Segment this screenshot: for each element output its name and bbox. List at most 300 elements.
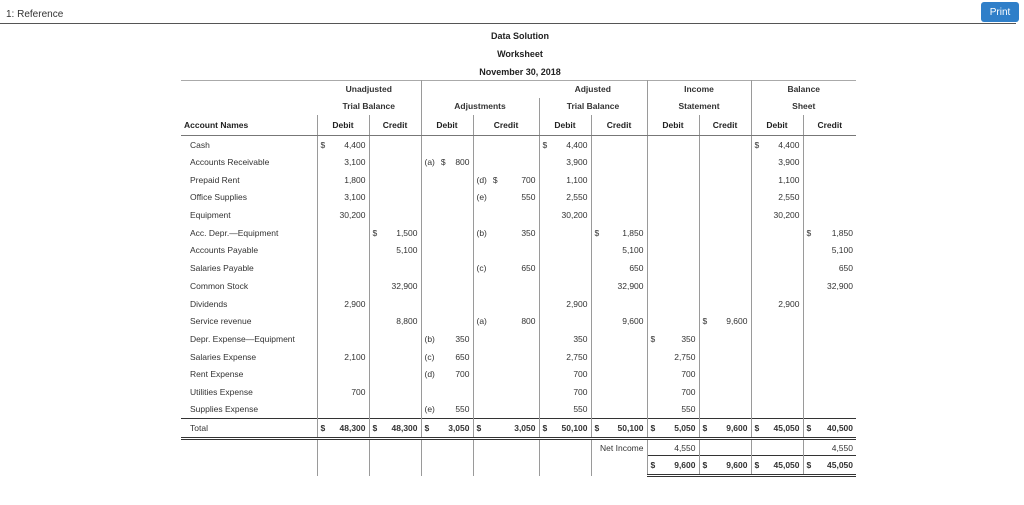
amount: 3,100 bbox=[344, 192, 366, 203]
amount: 4,400 bbox=[778, 139, 800, 150]
final-id bbox=[647, 456, 699, 476]
bc-cell bbox=[803, 171, 856, 189]
ic-cell bbox=[699, 277, 751, 295]
amount: 2,750 bbox=[674, 351, 696, 362]
jd-cell bbox=[421, 312, 473, 330]
amount: 32,900 bbox=[617, 280, 644, 291]
account-name: Equipment bbox=[181, 206, 317, 224]
amount: 30,200 bbox=[339, 210, 366, 221]
ad-cell bbox=[539, 383, 591, 401]
account-name: Prepaid Rent bbox=[181, 171, 317, 189]
blank-cell bbox=[317, 456, 369, 476]
bc-cell bbox=[803, 224, 856, 242]
blank-cell bbox=[751, 439, 803, 456]
ac-cell bbox=[591, 171, 647, 189]
ud-cell bbox=[317, 171, 369, 189]
total-bd bbox=[751, 419, 803, 439]
group-adjustments: Adjustments bbox=[421, 98, 539, 115]
table-row bbox=[181, 171, 910, 189]
bd-cell bbox=[751, 224, 803, 242]
ad-cell bbox=[539, 401, 591, 419]
bc-cell bbox=[803, 295, 856, 313]
bc-cell bbox=[803, 365, 856, 383]
amount: 2,900 bbox=[566, 298, 588, 309]
account-name: Office Supplies bbox=[181, 189, 317, 207]
amount: 700 bbox=[573, 369, 588, 380]
company-title: Data Solution bbox=[491, 31, 549, 41]
amount: 1,850 bbox=[622, 227, 644, 238]
total-amount: 5,050 bbox=[674, 423, 696, 433]
blank-cell bbox=[591, 456, 647, 476]
jd-cell bbox=[421, 259, 473, 277]
jd-cell bbox=[421, 153, 473, 171]
ac-cell bbox=[591, 224, 647, 242]
blank-cell bbox=[181, 439, 317, 456]
ud-cell bbox=[317, 153, 369, 171]
id-cell bbox=[647, 242, 699, 260]
net-income-row bbox=[181, 439, 910, 456]
jc-cell bbox=[473, 295, 539, 313]
ud-cell bbox=[317, 401, 369, 419]
final-amount: 45,050 bbox=[827, 460, 853, 470]
total-amount: 9,600 bbox=[726, 423, 748, 433]
amount: 2,750 bbox=[566, 351, 588, 362]
blank-cell bbox=[317, 439, 369, 456]
total-row bbox=[181, 419, 910, 439]
jd-cell bbox=[421, 224, 473, 242]
net-income-is-debit bbox=[647, 439, 699, 456]
amount: 700 bbox=[573, 386, 588, 397]
amount: 2,550 bbox=[778, 192, 800, 203]
id-cell bbox=[647, 295, 699, 313]
blank-cell bbox=[699, 439, 751, 456]
group-balance: Balance bbox=[751, 81, 856, 98]
jc-cell bbox=[473, 312, 539, 330]
amount: 1,100 bbox=[566, 174, 588, 185]
uc-cell bbox=[369, 295, 421, 313]
bd-cell bbox=[751, 171, 803, 189]
amount: 4,550 bbox=[831, 442, 853, 453]
amount: 350 bbox=[455, 333, 470, 344]
amount: 1,850 bbox=[831, 227, 853, 238]
blank-cell bbox=[369, 456, 421, 476]
amount: 2,550 bbox=[566, 192, 588, 203]
currency-sign: $ bbox=[372, 423, 378, 433]
uc-cell bbox=[369, 277, 421, 295]
account-name: Utilities Expense bbox=[181, 383, 317, 401]
total-uc bbox=[369, 419, 421, 439]
ac-cell bbox=[591, 136, 647, 154]
bd-cell bbox=[751, 242, 803, 260]
bd-cell bbox=[751, 153, 803, 171]
jd-cell bbox=[421, 295, 473, 313]
id-cell bbox=[647, 224, 699, 242]
account-name: Depr. Expense—Equipment bbox=[181, 330, 317, 348]
ac-cell bbox=[591, 206, 647, 224]
total-amount: 40,500 bbox=[827, 423, 853, 433]
ic-cell bbox=[699, 171, 751, 189]
ic-cell bbox=[699, 383, 751, 401]
total-id bbox=[647, 419, 699, 439]
account-name: Salaries Expense bbox=[181, 348, 317, 366]
ac-cell bbox=[591, 295, 647, 313]
account-name: Service revenue bbox=[181, 312, 317, 330]
jc-cell bbox=[473, 224, 539, 242]
ud-cell bbox=[317, 136, 369, 154]
uc-cell bbox=[369, 383, 421, 401]
total-amount: 3,050 bbox=[448, 423, 470, 433]
ad-cell bbox=[539, 242, 591, 260]
bc-cell bbox=[803, 277, 856, 295]
account-name: Common Stock bbox=[181, 277, 317, 295]
currency-sign: $ bbox=[542, 139, 548, 150]
currency-sign: $ bbox=[476, 423, 482, 433]
uc-cell bbox=[369, 189, 421, 207]
blank-cell bbox=[181, 456, 317, 476]
amount: 2,900 bbox=[344, 298, 366, 309]
amount: 3,900 bbox=[566, 157, 588, 168]
jd-cell bbox=[421, 330, 473, 348]
ic-cell bbox=[699, 242, 751, 260]
currency-sign: $ bbox=[492, 174, 498, 185]
ud-cell bbox=[317, 295, 369, 313]
account-name: Accounts Receivable bbox=[181, 153, 317, 171]
bc-cell bbox=[803, 259, 856, 277]
amount: 30,200 bbox=[561, 210, 588, 221]
id-cell bbox=[647, 348, 699, 366]
ac-cell bbox=[591, 277, 647, 295]
id-cell bbox=[647, 312, 699, 330]
ud-cell bbox=[317, 330, 369, 348]
currency-sign: $ bbox=[650, 333, 656, 344]
amount: 700 bbox=[681, 386, 696, 397]
col-debit: Debit bbox=[317, 115, 369, 136]
col-credit: Credit bbox=[369, 115, 421, 136]
adjustment-key: (e) bbox=[424, 404, 435, 415]
ud-cell bbox=[317, 259, 369, 277]
currency-sign: $ bbox=[594, 227, 600, 238]
jc-cell bbox=[473, 189, 539, 207]
col-debit: Debit bbox=[647, 115, 699, 136]
ic-cell bbox=[699, 224, 751, 242]
bc-cell bbox=[803, 330, 856, 348]
ac-cell bbox=[591, 259, 647, 277]
id-cell bbox=[647, 277, 699, 295]
amount: 650 bbox=[521, 263, 536, 274]
total-jd bbox=[421, 419, 473, 439]
id-cell bbox=[647, 153, 699, 171]
uc-cell bbox=[369, 312, 421, 330]
ac-cell bbox=[591, 189, 647, 207]
currency-sign: $ bbox=[702, 423, 708, 433]
total-amount: 48,300 bbox=[391, 423, 418, 433]
table-row bbox=[181, 348, 910, 366]
currency-sign: $ bbox=[650, 423, 656, 433]
jc-cell bbox=[473, 171, 539, 189]
amount: 700 bbox=[455, 369, 470, 380]
ad-cell bbox=[539, 259, 591, 277]
blank-cell bbox=[421, 439, 473, 456]
amount: 3,100 bbox=[344, 157, 366, 168]
table-row bbox=[181, 242, 910, 260]
account-name: Supplies Expense bbox=[181, 401, 317, 419]
table-row bbox=[181, 365, 910, 383]
uc-cell bbox=[369, 224, 421, 242]
ad-cell bbox=[539, 189, 591, 207]
amount: 8,800 bbox=[396, 316, 418, 327]
final-totals-row bbox=[181, 456, 910, 476]
blank-cell bbox=[421, 456, 473, 476]
ud-cell bbox=[317, 206, 369, 224]
ac-cell bbox=[591, 153, 647, 171]
bc-cell bbox=[803, 136, 856, 154]
table-row bbox=[181, 224, 910, 242]
bc-cell bbox=[803, 242, 856, 260]
bc-cell bbox=[803, 401, 856, 419]
worksheet-table bbox=[181, 80, 910, 477]
amount: 650 bbox=[629, 263, 644, 274]
uc-cell bbox=[369, 348, 421, 366]
currency-sign: $ bbox=[594, 423, 600, 433]
uc-cell bbox=[369, 206, 421, 224]
amount: 3,900 bbox=[778, 157, 800, 168]
bd-cell bbox=[751, 312, 803, 330]
jc-cell bbox=[473, 330, 539, 348]
bc-cell bbox=[803, 189, 856, 207]
total-amount: 45,050 bbox=[773, 423, 800, 433]
id-cell bbox=[647, 136, 699, 154]
id-cell bbox=[647, 189, 699, 207]
amount: 350 bbox=[573, 333, 588, 344]
total-amount: 50,100 bbox=[617, 423, 644, 433]
adjustment-key: (a) bbox=[424, 157, 435, 168]
col-debit: Debit bbox=[751, 115, 803, 136]
uc-cell bbox=[369, 242, 421, 260]
final-bc bbox=[803, 456, 856, 476]
id-cell bbox=[647, 171, 699, 189]
jd-cell bbox=[421, 136, 473, 154]
adjustment-key: (a) bbox=[476, 316, 487, 327]
currency-sign: $ bbox=[806, 227, 812, 238]
total-amount: 50,100 bbox=[561, 423, 588, 433]
amount: 4,550 bbox=[674, 442, 696, 453]
ad-cell bbox=[539, 295, 591, 313]
blank-cell bbox=[539, 456, 591, 476]
amount: 800 bbox=[521, 316, 536, 327]
amount: 5,100 bbox=[396, 245, 418, 256]
ic-cell bbox=[699, 365, 751, 383]
group-income: Income bbox=[647, 81, 751, 98]
ad-cell bbox=[539, 171, 591, 189]
uc-cell bbox=[369, 153, 421, 171]
jd-cell bbox=[421, 365, 473, 383]
jc-cell bbox=[473, 206, 539, 224]
table-row bbox=[181, 295, 910, 313]
account-name: Salaries Payable bbox=[181, 259, 317, 277]
ud-cell bbox=[317, 224, 369, 242]
ud-cell bbox=[317, 189, 369, 207]
ad-cell bbox=[539, 136, 591, 154]
worksheet-date: November 30, 2018 bbox=[479, 67, 561, 77]
amount: 350 bbox=[521, 227, 536, 238]
bd-cell bbox=[751, 136, 803, 154]
bd-cell bbox=[751, 189, 803, 207]
adjustment-key: (b) bbox=[424, 333, 435, 344]
bc-cell bbox=[803, 312, 856, 330]
group-adjusted: Adjusted bbox=[539, 81, 647, 98]
amount: 800 bbox=[455, 157, 470, 168]
bc-cell bbox=[803, 348, 856, 366]
currency-sign: $ bbox=[424, 423, 430, 433]
amount: 700 bbox=[521, 174, 536, 185]
total-ud bbox=[317, 419, 369, 439]
jc-cell bbox=[473, 365, 539, 383]
amount: 32,900 bbox=[827, 280, 853, 291]
worksheet-title: Worksheet bbox=[497, 49, 543, 59]
account-name: Accounts Payable bbox=[181, 242, 317, 260]
jd-cell bbox=[421, 348, 473, 366]
total-bc bbox=[803, 419, 856, 439]
net-income-label: Net Income bbox=[591, 439, 647, 456]
amount: 4,400 bbox=[344, 139, 366, 150]
ic-cell bbox=[699, 259, 751, 277]
currency-sign: $ bbox=[372, 227, 378, 238]
ad-cell bbox=[539, 224, 591, 242]
jd-cell bbox=[421, 206, 473, 224]
amount: 550 bbox=[681, 404, 696, 415]
ac-cell bbox=[591, 348, 647, 366]
amount: 32,900 bbox=[391, 280, 418, 291]
id-cell bbox=[647, 383, 699, 401]
col-credit: Credit bbox=[473, 115, 539, 136]
jc-cell bbox=[473, 136, 539, 154]
ac-cell bbox=[591, 401, 647, 419]
currency-sign: $ bbox=[754, 423, 760, 433]
ad-cell bbox=[539, 330, 591, 348]
uc-cell bbox=[369, 330, 421, 348]
ud-cell bbox=[317, 312, 369, 330]
col-credit: Credit bbox=[803, 115, 856, 136]
bd-cell bbox=[751, 348, 803, 366]
jd-cell bbox=[421, 171, 473, 189]
table-row bbox=[181, 259, 910, 277]
table-row bbox=[181, 206, 910, 224]
ic-cell bbox=[699, 189, 751, 207]
uc-cell bbox=[369, 171, 421, 189]
account-name: Cash bbox=[181, 136, 317, 154]
adjustment-key: (b) bbox=[476, 227, 487, 238]
id-cell bbox=[647, 365, 699, 383]
amount: 700 bbox=[351, 386, 366, 397]
currency-sign: $ bbox=[702, 316, 708, 327]
uc-cell bbox=[369, 401, 421, 419]
bd-cell bbox=[751, 401, 803, 419]
jc-cell bbox=[473, 277, 539, 295]
uc-cell bbox=[369, 365, 421, 383]
jd-cell bbox=[421, 277, 473, 295]
id-cell bbox=[647, 259, 699, 277]
amount: 1,500 bbox=[396, 227, 418, 238]
col-debit: Debit bbox=[421, 115, 473, 136]
bd-cell bbox=[751, 330, 803, 348]
group-trial-balance: Trial Balance bbox=[317, 98, 421, 115]
print-button[interactable]: Print bbox=[981, 2, 1019, 22]
amount: 2,900 bbox=[778, 298, 800, 309]
bc-cell bbox=[803, 153, 856, 171]
col-credit: Credit bbox=[591, 115, 647, 136]
uc-cell bbox=[369, 136, 421, 154]
amount: 550 bbox=[455, 404, 470, 415]
ic-cell bbox=[699, 136, 751, 154]
amount: 550 bbox=[573, 404, 588, 415]
blank-cell bbox=[369, 439, 421, 456]
ud-cell bbox=[317, 365, 369, 383]
group-sheet: Sheet bbox=[792, 101, 816, 111]
ud-cell bbox=[317, 277, 369, 295]
group-adjusted-trial-balance: Trial Balance bbox=[539, 98, 647, 115]
adjustment-key: (e) bbox=[476, 192, 487, 203]
amount: 1,100 bbox=[778, 174, 800, 185]
bd-cell bbox=[751, 206, 803, 224]
header-divider bbox=[0, 23, 1016, 24]
bd-cell bbox=[751, 383, 803, 401]
jd-cell bbox=[421, 189, 473, 207]
uc-cell bbox=[369, 259, 421, 277]
ac-cell bbox=[591, 330, 647, 348]
id-cell bbox=[647, 330, 699, 348]
amount: 9,600 bbox=[726, 316, 748, 327]
ad-cell bbox=[539, 348, 591, 366]
jc-cell bbox=[473, 242, 539, 260]
currency-sign: $ bbox=[320, 423, 326, 433]
ac-cell bbox=[591, 242, 647, 260]
total-label: Total bbox=[181, 419, 317, 439]
jc-cell bbox=[473, 259, 539, 277]
amount: 350 bbox=[681, 333, 696, 344]
adjustment-key: (c) bbox=[424, 351, 435, 362]
bd-cell bbox=[751, 295, 803, 313]
adjustment-key: (d) bbox=[476, 174, 487, 185]
id-cell bbox=[647, 206, 699, 224]
ac-cell bbox=[591, 312, 647, 330]
ic-cell bbox=[699, 401, 751, 419]
jc-cell bbox=[473, 348, 539, 366]
amount: 5,100 bbox=[831, 245, 853, 256]
currency-sign: $ bbox=[320, 139, 326, 150]
final-amount: 9,600 bbox=[674, 460, 696, 470]
currency-sign: $ bbox=[754, 460, 760, 470]
table-row bbox=[181, 153, 910, 171]
bc-cell bbox=[803, 383, 856, 401]
currency-sign: $ bbox=[440, 157, 446, 168]
ad-cell bbox=[539, 365, 591, 383]
amount: 650 bbox=[455, 351, 470, 362]
jd-cell bbox=[421, 242, 473, 260]
account-name: Dividends bbox=[181, 295, 317, 313]
blank-cell bbox=[539, 439, 591, 456]
amount: 4,400 bbox=[566, 139, 588, 150]
ad-cell bbox=[539, 312, 591, 330]
ic-cell bbox=[699, 153, 751, 171]
total-amount: 3,050 bbox=[514, 423, 536, 433]
col-debit: Debit bbox=[539, 115, 591, 136]
ac-cell bbox=[591, 365, 647, 383]
currency-sign: $ bbox=[754, 139, 760, 150]
ad-cell bbox=[539, 153, 591, 171]
table-row bbox=[181, 401, 910, 419]
reference-label: 1: Reference bbox=[6, 9, 64, 20]
account-name: Acc. Depr.—Equipment bbox=[181, 224, 317, 242]
